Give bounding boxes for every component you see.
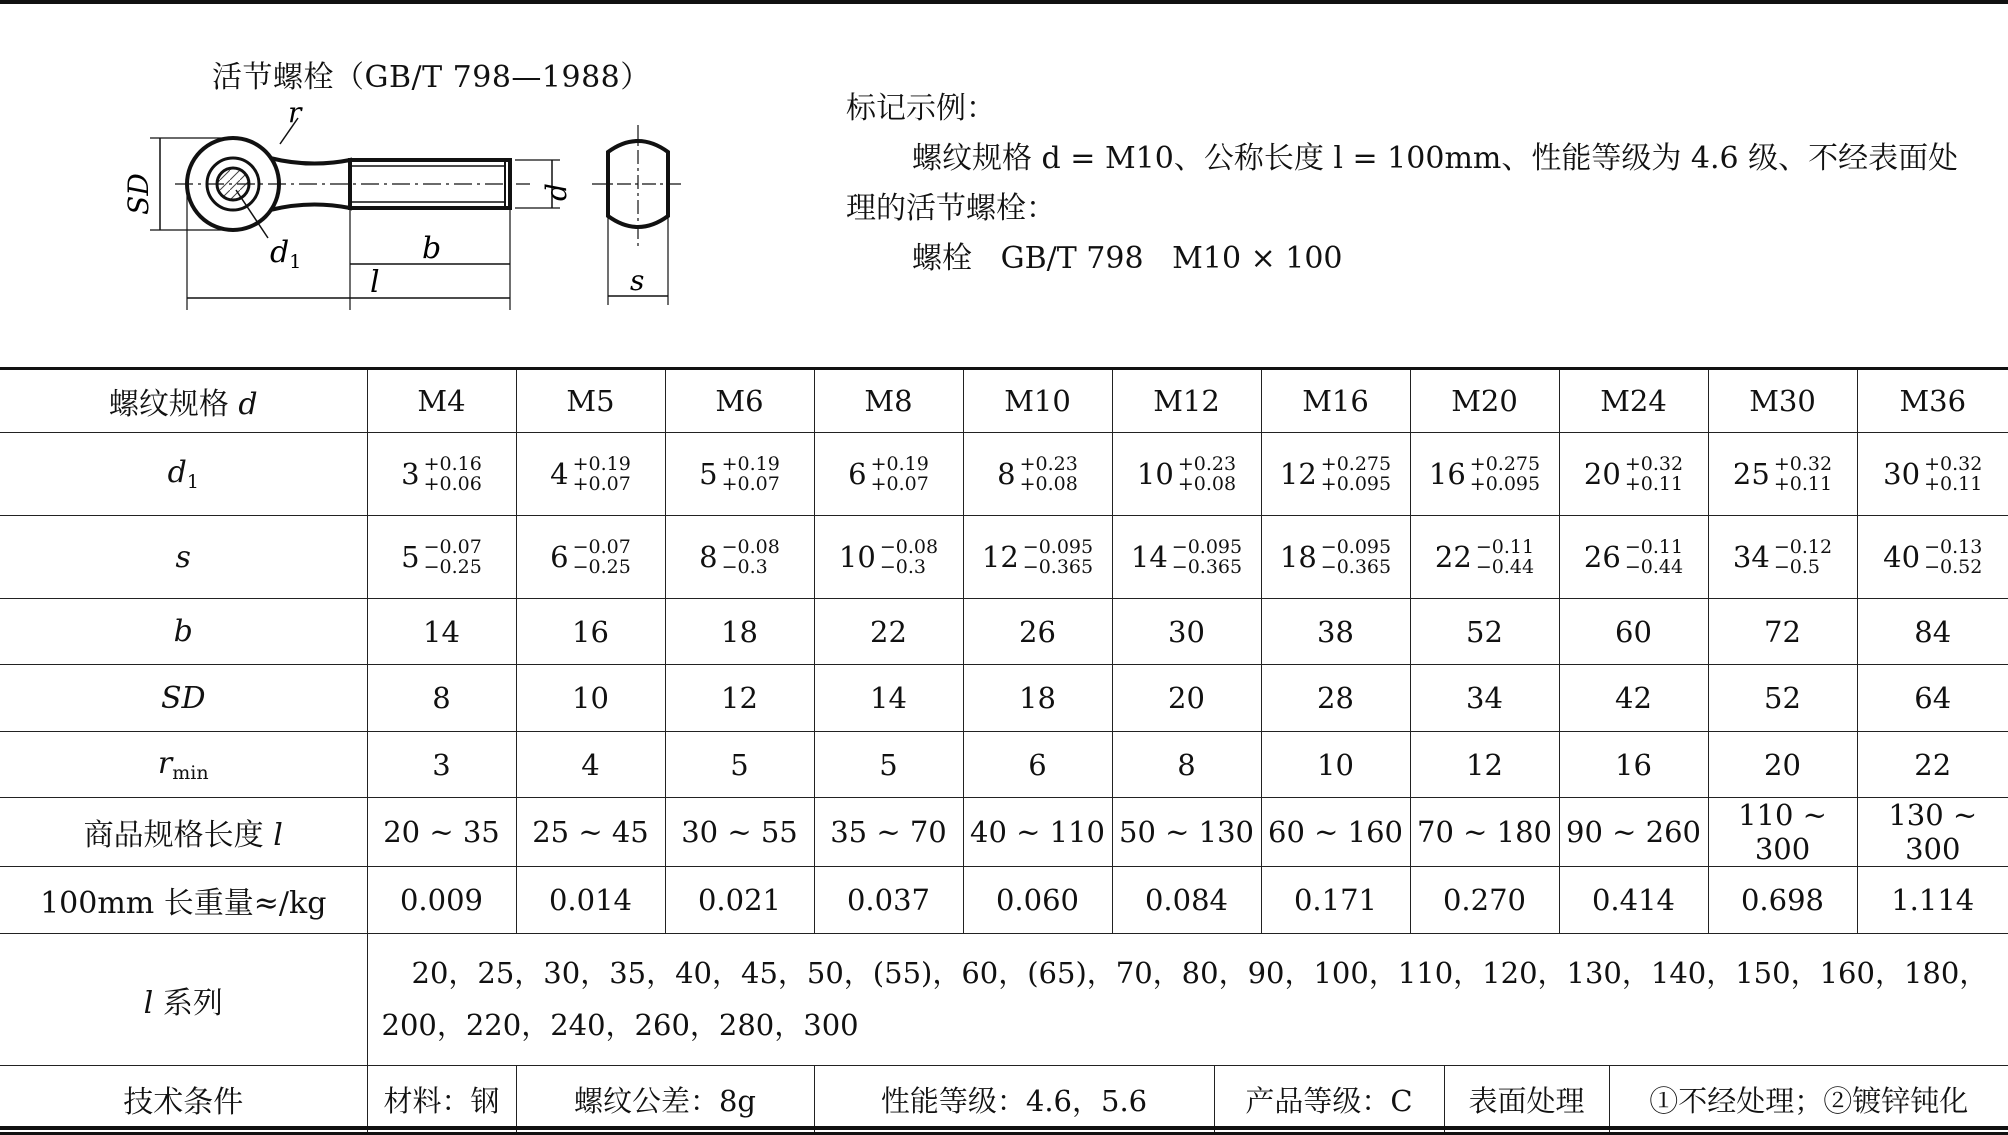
s-cell: 10 −0.08 −0.3 xyxy=(814,516,963,599)
d1-cell: 25 +0.32 +0.11 xyxy=(1708,433,1857,516)
row-b xyxy=(0,599,2008,665)
rmin-cell: 5 xyxy=(665,732,814,798)
d1-cell: 5 +0.19 +0.07 xyxy=(665,433,814,516)
size-cell: M4 xyxy=(367,369,516,433)
b-cell: 16 xyxy=(516,599,665,665)
d1-label: $d_1$ xyxy=(270,235,301,273)
row-label-weight: 100mm 长重量≈/kg xyxy=(0,867,367,934)
s-cell: 6 −0.07 −0.25 xyxy=(516,516,665,599)
sd-cell: 52 xyxy=(1708,665,1857,732)
row-d1 xyxy=(0,433,2008,516)
row-label-lengths: 商品规格长度 l xyxy=(0,798,367,867)
sd-cell: 64 xyxy=(1857,665,2008,732)
size-cell: M20 xyxy=(1410,369,1559,433)
d1-cell: 10 +0.23 +0.08 xyxy=(1112,433,1261,516)
weight-cell: 0.060 xyxy=(963,867,1112,934)
weight-cell: 0.084 xyxy=(1112,867,1261,934)
row-s xyxy=(0,516,2008,599)
row-sd xyxy=(0,665,2008,732)
rmin-cell: 5 xyxy=(814,732,963,798)
size-cell: M5 xyxy=(516,369,665,433)
d1-cell: 12 +0.275 +0.095 xyxy=(1261,433,1410,516)
b-cell: 22 xyxy=(814,599,963,665)
length-cell: 110 ~ 300 xyxy=(1708,798,1857,867)
tech-thread-tolerance: 螺纹公差：8g xyxy=(517,1066,815,1132)
sd-cell: 8 xyxy=(367,665,516,732)
marking-example xyxy=(846,84,1986,284)
weight-cell: 0.009 xyxy=(367,867,516,934)
rmin-cell: 3 xyxy=(367,732,516,798)
l-series-line-1: 20，25，30，35，40，45，50，(55)，60，(65)，70，80，90，100，110，120，130，140，150，160，180， xyxy=(382,947,1999,999)
b-cell: 60 xyxy=(1559,599,1708,665)
tech-performance-grade: 性能等级：4.6，5.6 xyxy=(815,1066,1215,1132)
size-cell: M10 xyxy=(963,369,1112,433)
row-label-s: s xyxy=(0,516,367,599)
top-rule xyxy=(0,0,2008,4)
weight-cell: 0.014 xyxy=(516,867,665,934)
s-cell: 40 −0.13 −0.52 xyxy=(1857,516,2008,599)
size-cell: M30 xyxy=(1708,369,1857,433)
size-cell: M6 xyxy=(665,369,814,433)
sd-cell: 34 xyxy=(1410,665,1559,732)
s-cell: 14 −0.095 −0.365 xyxy=(1112,516,1261,599)
sd-label: SD xyxy=(122,173,155,215)
size-cell: M24 xyxy=(1559,369,1708,433)
length-cell: 70 ~ 180 xyxy=(1410,798,1559,867)
sd-cell: 42 xyxy=(1559,665,1708,732)
rmin-cell: 20 xyxy=(1708,732,1857,798)
row-label-sd: SD xyxy=(0,665,367,732)
sd-cell: 10 xyxy=(516,665,665,732)
tech-conditions xyxy=(367,1066,2008,1134)
length-cell: 130 ~ 300 xyxy=(1857,798,2008,867)
rmin-cell: 22 xyxy=(1857,732,2008,798)
sd-cell: 28 xyxy=(1261,665,1410,732)
s-cell: 8 −0.08 −0.3 xyxy=(665,516,814,599)
b-cell: 18 xyxy=(665,599,814,665)
row-label-tech: 技术条件 xyxy=(0,1066,367,1134)
marking-description: 螺纹规格 d = M10、公称长度 l = 100mm、性能等级为 4.6 级、不经表面处理的活节螺栓： xyxy=(846,134,1986,234)
tech-surface-value: ①不经处理；②镀锌钝化 xyxy=(1610,1066,2008,1132)
b-cell: 26 xyxy=(963,599,1112,665)
sd-cell: 12 xyxy=(665,665,814,732)
b-label: b xyxy=(422,231,441,266)
length-cell: 60 ~ 160 xyxy=(1261,798,1410,867)
d1-cell: 30 +0.32 +0.11 xyxy=(1857,433,2008,516)
rmin-cell: 4 xyxy=(516,732,665,798)
l-series-line-2: 200，220，240，260，280，300 xyxy=(382,999,1999,1051)
b-cell: 84 xyxy=(1857,599,2008,665)
marking-designation: 螺栓 GB/T 798 M10 × 100 xyxy=(846,234,1986,284)
size-cell: M8 xyxy=(814,369,963,433)
rmin-cell: 8 xyxy=(1112,732,1261,798)
sd-cell: 14 xyxy=(814,665,963,732)
weight-cell: 0.171 xyxy=(1261,867,1410,934)
spec-table xyxy=(0,367,2008,1135)
s-cell: 18 −0.095 −0.365 xyxy=(1261,516,1410,599)
row-l-series xyxy=(0,934,2008,1066)
length-cell: 20 ~ 35 xyxy=(367,798,516,867)
tech-surface-label: 表面处理 xyxy=(1445,1066,1610,1132)
tech-material: 材料：钢 xyxy=(368,1066,517,1132)
weight-cell: 0.414 xyxy=(1559,867,1708,934)
rmin-cell: 6 xyxy=(963,732,1112,798)
b-cell: 14 xyxy=(367,599,516,665)
row-label-thread-size: 螺纹规格 d xyxy=(0,369,367,433)
row-lengths xyxy=(0,798,2008,867)
row-weight xyxy=(0,867,2008,934)
tech-product-grade: 产品等级：C xyxy=(1215,1066,1445,1132)
row-label-b: b xyxy=(0,599,367,665)
length-cell: 35 ~ 70 xyxy=(814,798,963,867)
b-cell: 72 xyxy=(1708,599,1857,665)
row-rmin xyxy=(0,732,2008,798)
s-cell: 26 −0.11 −0.44 xyxy=(1559,516,1708,599)
sd-cell: 20 xyxy=(1112,665,1261,732)
r-label: r xyxy=(288,96,303,129)
marking-title: 标记示例： xyxy=(846,84,1986,134)
size-cell: M16 xyxy=(1261,369,1410,433)
d1-cell: 16 +0.275 +0.095 xyxy=(1410,433,1559,516)
bottom-rule xyxy=(0,1126,2008,1130)
s-cell: 34 −0.12 −0.5 xyxy=(1708,516,1857,599)
rmin-cell: 12 xyxy=(1410,732,1559,798)
weight-cell: 0.037 xyxy=(814,867,963,934)
row-label-l-series: l 系列 xyxy=(0,934,367,1066)
s-cell: 22 −0.11 −0.44 xyxy=(1410,516,1559,599)
weight-cell: 0.021 xyxy=(665,867,814,934)
b-cell: 30 xyxy=(1112,599,1261,665)
d1-cell: 6 +0.19 +0.07 xyxy=(814,433,963,516)
l-label: l xyxy=(370,265,380,300)
rmin-cell: 16 xyxy=(1559,732,1708,798)
row-label-rmin: $r_{min}$ xyxy=(0,732,367,798)
weight-cell: 0.270 xyxy=(1410,867,1559,934)
length-cell: 25 ~ 45 xyxy=(516,798,665,867)
length-cell: 90 ~ 260 xyxy=(1559,798,1708,867)
length-cell: 30 ~ 55 xyxy=(665,798,814,867)
d1-cell: 4 +0.19 +0.07 xyxy=(516,433,665,516)
d1-cell: 8 +0.23 +0.08 xyxy=(963,433,1112,516)
size-cell: M36 xyxy=(1857,369,2008,433)
rmin-cell: 10 xyxy=(1261,732,1410,798)
d1-cell: 3 +0.16 +0.06 xyxy=(367,433,516,516)
row-label-d1: $d_1$ xyxy=(0,433,367,516)
s-label: s xyxy=(630,264,644,297)
weight-cell: 0.698 xyxy=(1708,867,1857,934)
size-cell: M12 xyxy=(1112,369,1261,433)
eye-bolt-drawing xyxy=(130,100,700,319)
sd-cell: 18 xyxy=(963,665,1112,732)
length-cell: 40 ~ 110 xyxy=(963,798,1112,867)
s-cell: 12 −0.095 −0.365 xyxy=(963,516,1112,599)
b-cell: 38 xyxy=(1261,599,1410,665)
row-thread-size xyxy=(0,369,2008,433)
s-cell: 5 −0.07 −0.25 xyxy=(367,516,516,599)
l-series-values xyxy=(367,934,2008,1066)
weight-cell: 1.114 xyxy=(1857,867,2008,934)
length-cell: 50 ~ 130 xyxy=(1112,798,1261,867)
figure-caption: 活节螺栓（GB/T 798—1988） xyxy=(212,52,651,96)
b-cell: 52 xyxy=(1410,599,1559,665)
d1-cell: 20 +0.32 +0.11 xyxy=(1559,433,1708,516)
row-tech xyxy=(0,1066,2008,1134)
d-label: d xyxy=(540,183,573,201)
